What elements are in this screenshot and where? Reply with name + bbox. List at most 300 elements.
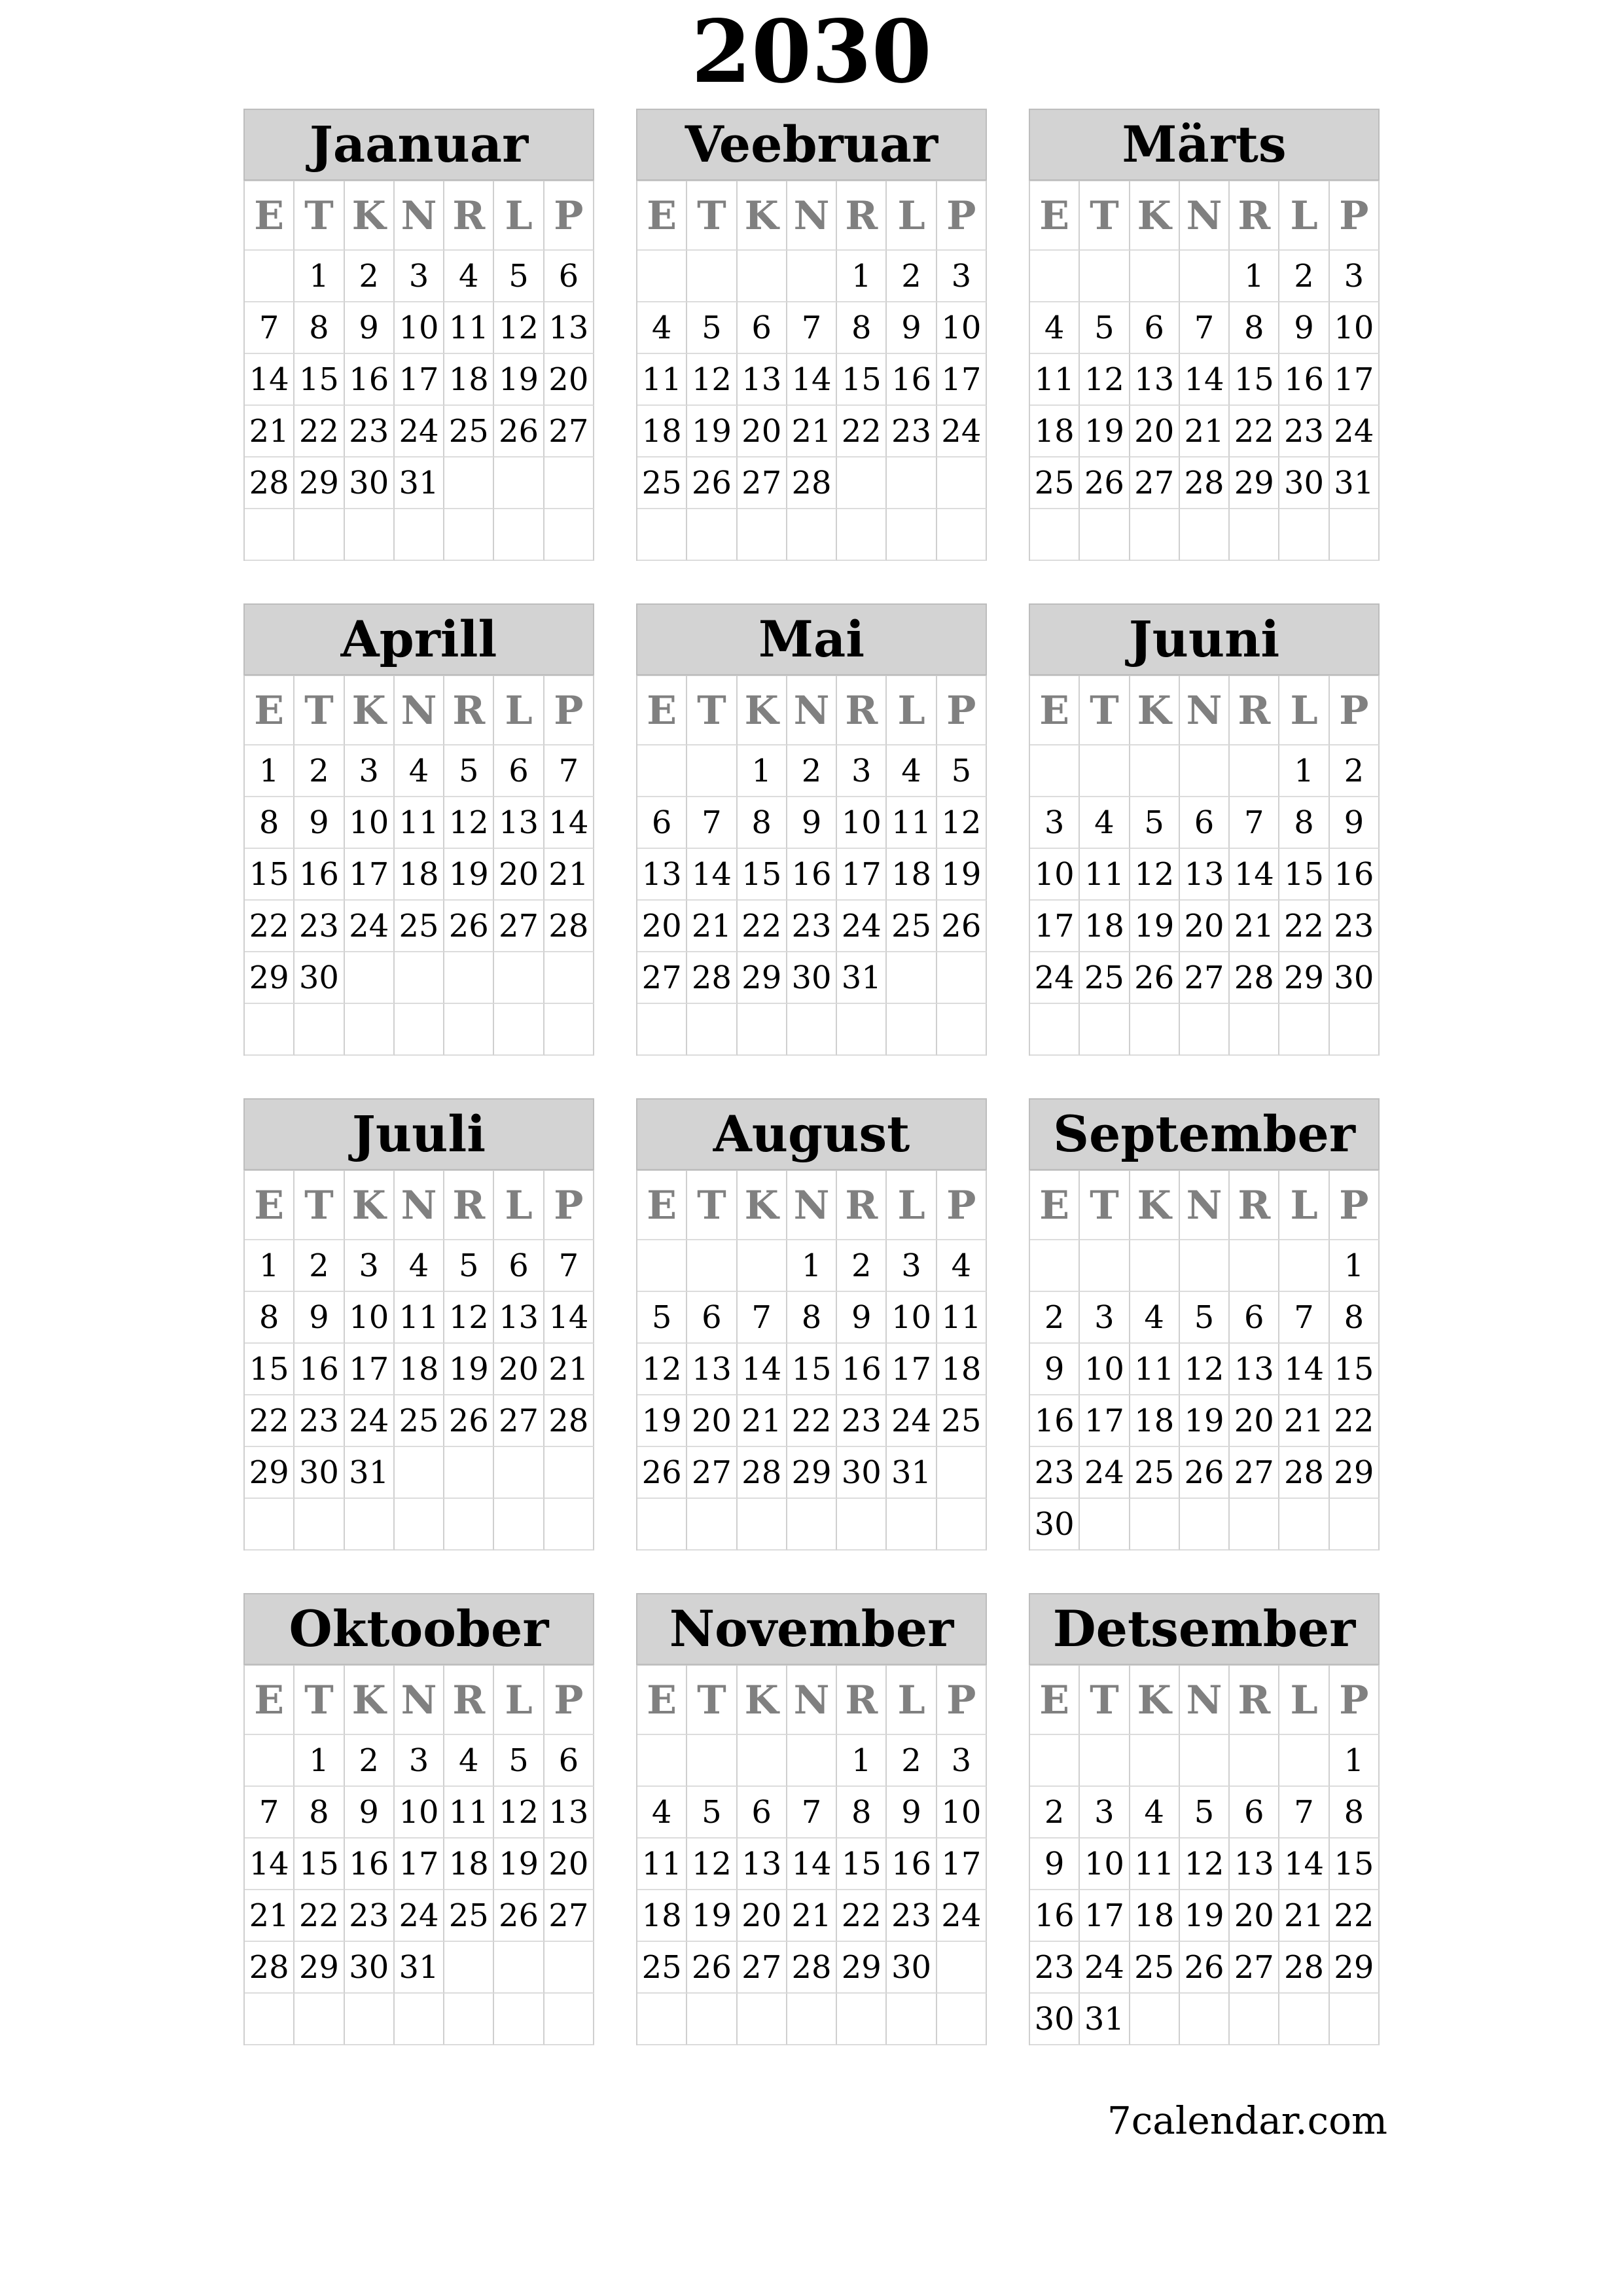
day-cell [687, 1735, 737, 1787]
day-cell: 13 [738, 1839, 787, 1890]
day-cell: 26 [444, 1395, 494, 1447]
month-title: Aprill [243, 603, 594, 675]
day-cell: 10 [937, 1787, 987, 1839]
day-cell [245, 1499, 294, 1551]
weekday-label: K [1130, 181, 1180, 251]
day-cell [887, 509, 936, 561]
day-cell [245, 251, 294, 302]
weekday-label: R [1230, 181, 1279, 251]
day-cell [787, 1499, 837, 1551]
day-cell [1279, 1735, 1329, 1787]
day-cell: 10 [345, 1292, 395, 1344]
footer-site-label: 7calendar.com [1107, 2098, 1387, 2143]
day-cell [937, 509, 987, 561]
day-cell: 28 [544, 1395, 594, 1447]
day-cell [687, 745, 737, 797]
day-cell: 4 [937, 1240, 987, 1292]
day-cell: 25 [1030, 457, 1080, 509]
month-january [243, 109, 594, 561]
weekday-label: E [637, 676, 687, 745]
day-cell: 15 [837, 354, 887, 406]
weekday-label: P [544, 1666, 594, 1735]
day-cell [887, 952, 936, 1004]
day-cell: 10 [395, 302, 444, 354]
day-cell: 27 [494, 901, 544, 952]
day-cell [637, 1004, 687, 1056]
day-cell: 29 [1330, 1447, 1380, 1499]
day-cell [738, 1735, 787, 1787]
day-cell: 27 [1180, 952, 1230, 1004]
day-cell [494, 457, 544, 509]
weekday-label: E [245, 676, 294, 745]
day-cell: 30 [1030, 1499, 1080, 1551]
weekday-label: L [494, 181, 544, 251]
month-grid [636, 675, 987, 1056]
day-cell: 3 [345, 745, 395, 797]
day-cell: 6 [494, 1240, 544, 1292]
day-cell: 12 [1130, 849, 1180, 901]
weekday-label: N [395, 1171, 444, 1240]
day-cell: 12 [1180, 1839, 1230, 1890]
day-cell: 28 [787, 1942, 837, 1994]
day-cell: 18 [637, 1890, 687, 1942]
weekday-label: P [1330, 676, 1380, 745]
day-cell: 3 [937, 251, 987, 302]
day-cell: 10 [887, 1292, 936, 1344]
weekday-label: P [1330, 1171, 1380, 1240]
month-grid [1029, 1170, 1380, 1551]
day-cell: 16 [787, 849, 837, 901]
day-cell [1130, 745, 1180, 797]
weekday-label: N [1180, 181, 1230, 251]
day-cell: 1 [787, 1240, 837, 1292]
day-cell [494, 1942, 544, 1994]
day-cell: 20 [544, 354, 594, 406]
day-cell: 1 [245, 745, 294, 797]
weekday-label: R [1230, 1666, 1279, 1735]
day-cell [738, 1004, 787, 1056]
day-cell: 1 [738, 745, 787, 797]
weekday-label: L [494, 676, 544, 745]
day-cell: 19 [494, 354, 544, 406]
day-cell: 3 [1330, 251, 1380, 302]
day-cell: 7 [1180, 302, 1230, 354]
weekday-label: L [887, 1666, 936, 1735]
day-cell: 5 [637, 1292, 687, 1344]
day-cell: 26 [937, 901, 987, 952]
day-cell: 10 [1080, 1839, 1130, 1890]
day-cell: 7 [1279, 1787, 1329, 1839]
day-cell: 2 [1279, 251, 1329, 302]
day-cell: 12 [1080, 354, 1130, 406]
weekday-label: T [687, 1666, 737, 1735]
day-cell [1080, 1004, 1130, 1056]
day-cell: 16 [1330, 849, 1380, 901]
day-cell: 30 [294, 1447, 344, 1499]
month-december [1029, 1593, 1380, 2045]
weekday-label: K [345, 676, 395, 745]
day-cell: 18 [1080, 901, 1130, 952]
day-cell: 11 [395, 1292, 444, 1344]
month-grid [1029, 181, 1380, 561]
day-cell [1180, 1004, 1230, 1056]
weekday-label: K [345, 181, 395, 251]
day-cell: 3 [1080, 1292, 1130, 1344]
day-cell: 19 [637, 1395, 687, 1447]
weekday-label: P [1330, 181, 1380, 251]
day-cell: 17 [1330, 354, 1380, 406]
day-cell [1130, 509, 1180, 561]
day-cell [687, 1240, 737, 1292]
day-cell [395, 1004, 444, 1056]
day-cell: 27 [1230, 1447, 1279, 1499]
day-cell: 15 [1279, 849, 1329, 901]
day-cell: 22 [837, 406, 887, 457]
day-cell: 30 [887, 1942, 936, 1994]
day-cell [687, 509, 737, 561]
weekday-label: E [245, 1666, 294, 1735]
weekday-label: K [738, 676, 787, 745]
day-cell: 11 [444, 1787, 494, 1839]
day-cell: 25 [1130, 1942, 1180, 1994]
day-cell: 4 [395, 1240, 444, 1292]
weekday-label: K [345, 1666, 395, 1735]
weekday-label: E [1030, 1171, 1080, 1240]
day-cell [1080, 509, 1130, 561]
day-cell [1230, 1994, 1279, 2045]
day-cell: 18 [395, 1344, 444, 1395]
day-cell: 19 [444, 849, 494, 901]
day-cell: 30 [1279, 457, 1329, 509]
day-cell: 3 [887, 1240, 936, 1292]
day-cell: 3 [1030, 797, 1080, 849]
day-cell: 26 [494, 406, 544, 457]
day-cell: 10 [1080, 1344, 1130, 1395]
day-cell: 9 [294, 797, 344, 849]
day-cell: 22 [1330, 1395, 1380, 1447]
day-cell: 10 [395, 1787, 444, 1839]
day-cell: 27 [494, 1395, 544, 1447]
weekday-label: N [787, 676, 837, 745]
day-cell [787, 509, 837, 561]
month-title: Detsember [1029, 1593, 1380, 1665]
day-cell: 22 [787, 1395, 837, 1447]
day-cell: 4 [395, 745, 444, 797]
day-cell: 8 [1279, 797, 1329, 849]
day-cell: 26 [1130, 952, 1180, 1004]
day-cell: 15 [738, 849, 787, 901]
day-cell [1130, 1499, 1180, 1551]
day-cell [1279, 1994, 1329, 2045]
day-cell: 25 [887, 901, 936, 952]
day-cell: 2 [1030, 1292, 1080, 1344]
day-cell: 27 [738, 1942, 787, 1994]
day-cell [1030, 509, 1080, 561]
day-cell: 4 [887, 745, 936, 797]
month-grid [636, 181, 987, 561]
day-cell: 18 [1030, 406, 1080, 457]
day-cell: 26 [687, 457, 737, 509]
day-cell [738, 509, 787, 561]
day-cell: 23 [345, 1890, 395, 1942]
day-cell: 30 [1030, 1994, 1080, 2045]
day-cell: 11 [444, 302, 494, 354]
day-cell: 28 [1230, 952, 1279, 1004]
day-cell: 2 [837, 1240, 887, 1292]
day-cell [444, 1942, 494, 1994]
day-cell [1230, 745, 1279, 797]
day-cell [395, 1447, 444, 1499]
weekday-label: N [1180, 676, 1230, 745]
day-cell: 21 [787, 1890, 837, 1942]
day-cell: 3 [395, 1735, 444, 1787]
day-cell: 15 [1330, 1839, 1380, 1890]
month-grid [1029, 1665, 1380, 2045]
day-cell: 20 [1230, 1890, 1279, 1942]
day-cell: 21 [687, 901, 737, 952]
day-cell: 15 [294, 1839, 344, 1890]
day-cell: 11 [637, 1839, 687, 1890]
weekday-label: E [637, 181, 687, 251]
day-cell [345, 952, 395, 1004]
day-cell: 19 [1180, 1890, 1230, 1942]
day-cell: 15 [245, 1344, 294, 1395]
day-cell [444, 1004, 494, 1056]
day-cell [444, 952, 494, 1004]
day-cell [544, 1994, 594, 2045]
day-cell: 3 [937, 1735, 987, 1787]
day-cell [544, 1499, 594, 1551]
day-cell [837, 1994, 887, 2045]
day-cell: 21 [245, 1890, 294, 1942]
weekday-label: K [1130, 1666, 1180, 1735]
day-cell: 22 [294, 1890, 344, 1942]
day-cell: 24 [1330, 406, 1380, 457]
day-cell: 30 [1330, 952, 1380, 1004]
day-cell [837, 509, 887, 561]
day-cell: 25 [937, 1395, 987, 1447]
day-cell [1330, 509, 1380, 561]
day-cell [887, 1004, 936, 1056]
day-cell: 18 [444, 1839, 494, 1890]
weekday-label: E [1030, 181, 1080, 251]
month-october [243, 1593, 594, 2045]
weekday-label: T [294, 676, 344, 745]
day-cell: 7 [787, 302, 837, 354]
day-cell: 30 [345, 457, 395, 509]
weekday-label: N [395, 676, 444, 745]
day-cell: 21 [738, 1395, 787, 1447]
day-cell: 15 [1230, 354, 1279, 406]
day-cell: 28 [544, 901, 594, 952]
day-cell [1330, 1994, 1380, 2045]
weekday-label: N [1180, 1171, 1230, 1240]
month-title: Mai [636, 603, 987, 675]
day-cell: 2 [1030, 1787, 1080, 1839]
day-cell: 29 [294, 457, 344, 509]
day-cell: 29 [245, 1447, 294, 1499]
day-cell: 17 [1080, 1395, 1130, 1447]
day-cell: 2 [345, 1735, 395, 1787]
day-cell: 14 [1279, 1344, 1329, 1395]
day-cell: 19 [494, 1839, 544, 1890]
day-cell [1030, 251, 1080, 302]
day-cell: 4 [1030, 302, 1080, 354]
day-cell: 3 [345, 1240, 395, 1292]
day-cell: 16 [887, 354, 936, 406]
day-cell [637, 745, 687, 797]
day-cell [937, 1447, 987, 1499]
day-cell: 22 [245, 901, 294, 952]
day-cell: 10 [837, 797, 887, 849]
day-cell [787, 251, 837, 302]
day-cell [544, 1004, 594, 1056]
day-cell: 11 [395, 797, 444, 849]
weekday-label: L [1279, 676, 1329, 745]
day-cell: 25 [395, 1395, 444, 1447]
day-cell: 8 [1330, 1787, 1380, 1839]
day-cell: 7 [245, 1787, 294, 1839]
day-cell [1130, 1994, 1180, 2045]
month-title: November [636, 1593, 987, 1665]
day-cell: 4 [1130, 1787, 1180, 1839]
weekday-label: P [937, 676, 987, 745]
day-cell: 23 [1330, 901, 1380, 952]
day-cell [294, 509, 344, 561]
day-cell: 6 [687, 1292, 737, 1344]
day-cell: 7 [245, 302, 294, 354]
month-february [636, 109, 987, 561]
day-cell: 22 [1230, 406, 1279, 457]
day-cell: 25 [1130, 1447, 1180, 1499]
day-cell: 6 [738, 302, 787, 354]
day-cell: 11 [937, 1292, 987, 1344]
day-cell: 16 [1030, 1890, 1080, 1942]
weekday-label: L [887, 676, 936, 745]
day-cell: 20 [687, 1395, 737, 1447]
day-cell: 4 [1080, 797, 1130, 849]
day-cell: 19 [444, 1344, 494, 1395]
day-cell: 28 [1180, 457, 1230, 509]
day-cell [345, 509, 395, 561]
day-cell [738, 1240, 787, 1292]
day-cell: 9 [1279, 302, 1329, 354]
year-title: 2030 [691, 1, 932, 103]
day-cell [1180, 1499, 1230, 1551]
day-cell: 5 [937, 745, 987, 797]
day-cell: 2 [345, 251, 395, 302]
day-cell: 14 [687, 849, 737, 901]
day-cell: 11 [1080, 849, 1130, 901]
day-cell: 16 [887, 1839, 936, 1890]
day-cell [1180, 1240, 1230, 1292]
day-cell: 9 [837, 1292, 887, 1344]
day-cell [637, 1499, 687, 1551]
day-cell [494, 1994, 544, 2045]
month-title: Märts [1029, 109, 1380, 181]
day-cell: 17 [345, 849, 395, 901]
day-cell: 17 [395, 354, 444, 406]
month-november [636, 1593, 987, 2045]
day-cell: 18 [395, 849, 444, 901]
day-cell [245, 1994, 294, 2045]
day-cell: 10 [937, 302, 987, 354]
day-cell: 1 [837, 251, 887, 302]
weekday-label: T [294, 1171, 344, 1240]
weekday-label: E [637, 1666, 687, 1735]
day-cell: 1 [837, 1735, 887, 1787]
weekday-label: L [887, 1171, 936, 1240]
day-cell: 15 [837, 1839, 887, 1890]
day-cell: 1 [1330, 1240, 1380, 1292]
day-cell: 5 [1180, 1292, 1230, 1344]
day-cell: 26 [1080, 457, 1130, 509]
day-cell: 23 [787, 901, 837, 952]
weekday-label: E [1030, 676, 1080, 745]
day-cell: 29 [837, 1942, 887, 1994]
day-cell [294, 1499, 344, 1551]
day-cell: 18 [937, 1344, 987, 1395]
day-cell: 24 [395, 1890, 444, 1942]
weekday-label: E [1030, 1666, 1080, 1735]
day-cell: 20 [544, 1839, 594, 1890]
day-cell: 19 [687, 1890, 737, 1942]
day-cell: 24 [887, 1395, 936, 1447]
month-grid [1029, 675, 1380, 1056]
month-may [636, 603, 987, 1056]
day-cell: 19 [937, 849, 987, 901]
day-cell: 23 [887, 406, 936, 457]
day-cell: 13 [687, 1344, 737, 1395]
day-cell [1279, 1240, 1329, 1292]
day-cell: 6 [1130, 302, 1180, 354]
day-cell [1180, 745, 1230, 797]
day-cell: 14 [1230, 849, 1279, 901]
day-cell: 1 [245, 1240, 294, 1292]
month-title: Oktoober [243, 1593, 594, 1665]
weekday-label: L [1279, 1171, 1329, 1240]
day-cell: 15 [245, 849, 294, 901]
day-cell [1279, 1004, 1329, 1056]
day-cell [787, 1994, 837, 2045]
weekday-label: T [294, 1666, 344, 1735]
day-cell: 14 [245, 1839, 294, 1890]
day-cell [1080, 1735, 1130, 1787]
weekday-label: K [738, 181, 787, 251]
day-cell [1330, 1004, 1380, 1056]
day-cell: 12 [494, 302, 544, 354]
day-cell: 24 [1030, 952, 1080, 1004]
day-cell [738, 1994, 787, 2045]
day-cell: 4 [444, 251, 494, 302]
day-cell: 12 [637, 1344, 687, 1395]
weekday-label: K [1130, 1171, 1180, 1240]
day-cell: 9 [787, 797, 837, 849]
day-cell: 9 [294, 1292, 344, 1344]
day-cell: 7 [787, 1787, 837, 1839]
day-cell: 9 [887, 302, 936, 354]
weekday-label: K [738, 1171, 787, 1240]
day-cell [444, 1499, 494, 1551]
day-cell [395, 1994, 444, 2045]
weekday-label: N [787, 181, 837, 251]
day-cell [544, 1447, 594, 1499]
day-cell: 21 [1279, 1890, 1329, 1942]
day-cell: 24 [937, 406, 987, 457]
day-cell: 13 [494, 1292, 544, 1344]
day-cell: 23 [294, 1395, 344, 1447]
day-cell: 7 [1279, 1292, 1329, 1344]
